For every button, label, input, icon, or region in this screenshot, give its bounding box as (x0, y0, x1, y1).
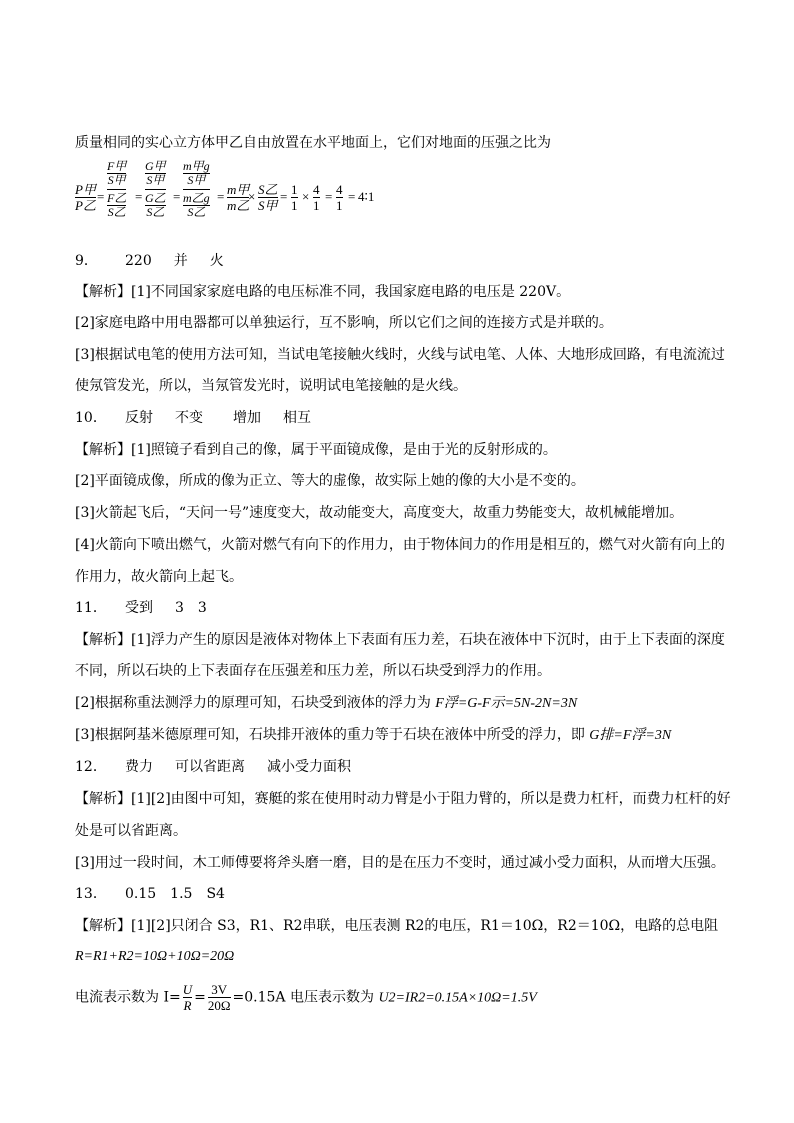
q13-fraction-values (208, 982, 231, 1013)
s-jia: S甲 (107, 173, 126, 187)
q11-analysis-4 (75, 726, 671, 745)
q11-buoyancy-formula: F浮=G-F示=5N-2N=3N (435, 696, 578, 711)
q12-analysis-2: 处是可以省距离。 (75, 823, 187, 839)
q12-number: 12． (75, 759, 107, 775)
q11-analysis-3 (75, 694, 577, 713)
q11-archimedes-formula: G排=F浮=3N (589, 728, 672, 743)
q13-f2-den: 20Ω (207, 998, 231, 1013)
q11-number: 11． (75, 600, 107, 616)
q12-answer-1: 费力 (125, 759, 153, 775)
frac-s (258, 182, 278, 213)
q13-f1-num: U (182, 982, 193, 997)
q10-analysis-3: [3]火箭起飞后，“天问一号”速度变大，故动能变大，高度变大，故重力势能变大，故机械能增加。 (75, 505, 684, 521)
q10-answer-3: 增加 (233, 410, 261, 426)
answer-q11 (75, 599, 207, 617)
q11-analysis-1: 【解析】[1]浮力产生的原因是液体对物体上下表面有压力差，石块在液体中下沉时，由于上下表面的深度 (75, 632, 725, 648)
q12-analysis-1: 【解析】[1][2]由图中可知，赛艇的浆在使用时动力臂是小于阻力臂的，所以是费力杠杆，而费力杠杆的好 (75, 791, 731, 807)
q10-analysis-1: 【解析】[1]照镜子看到自己的像，属于平面镜成像，是由于光的反射形成的。 (75, 442, 557, 458)
frac-p (75, 182, 96, 213)
q13-analysis-1: 【解析】[1][2]只闭合 S3，R1、R2串联，电压表测 R2的电压，R1＝10Ω，R2＝10Ω，电路的总电阻 (75, 918, 719, 934)
q12-analysis-3: [3]用过一段时间，木工师傅要将斧头磨一磨，目的是在压力不变时，通过减小受力面积，从而增大压强。 (75, 855, 725, 871)
p-yi: P乙 (75, 198, 96, 213)
f-yi: F乙 (107, 191, 127, 205)
q9-answer-1: 220 (125, 253, 152, 269)
answer-q9 (75, 252, 224, 270)
q9-number: 9． (75, 253, 98, 269)
g-yi: G乙 (145, 191, 166, 205)
s-jia-4: S甲 (258, 198, 278, 213)
q9-analysis-1: 【解析】[1]不同国家家庭电路的电压标准不同，我国家庭电路的电压是 220V。 (75, 284, 571, 300)
q9-analysis-3: [3]根据试电笔的使用方法可知，当试电笔接触火线时，火线与试电笔、人体、大地形成回路，有电流流过 (75, 347, 725, 363)
q12-answer-2: 可以省距离 (175, 759, 245, 775)
g-jia: G甲 (145, 159, 166, 173)
answer-q12 (75, 758, 351, 776)
q13-analysis-3: 电流表示数为 I= $\frac{U}{R}$ = $\frac{3V}{20\Omega}$ =0.15A 电压表示数为 U2=IR2=0.15A×10Ω=1.5V (75, 982, 537, 1013)
q10-analysis-2: [2]平面镜成像，所成的像为正立、等大的虚像，故实际上她的像的大小是不变的。 (75, 473, 585, 489)
q13-current-label: 电流表示数为 I= (75, 989, 181, 1006)
s-yi-4: S乙 (258, 182, 278, 197)
q13-number: 13． (75, 886, 107, 902)
q10-answer-4: 相互 (283, 410, 311, 426)
q13-f1-den: R (183, 998, 192, 1013)
ratio-result: 4∶1 (358, 189, 375, 204)
m-jia: m甲 (227, 182, 250, 197)
pressure-ratio-formula: P甲 P乙 = F甲 S甲 F乙 S乙 = G甲 S甲 G乙 S乙 = m甲g S甲 m乙g S乙 = m甲 m乙 × S乙 S甲 = 1 1 × 4 1 = 4 1 = 4∶1 (75, 159, 375, 219)
q10-answer-2: 不变 (175, 410, 203, 426)
q11-analysis-2: 不同，所以石块的上下表面存在压强差和压力差，所以石块受到浮力的作用。 (75, 663, 551, 679)
frac-f-over-s (107, 160, 126, 219)
q13-answer-2: 1.5 (170, 886, 193, 902)
s-jia-2: S甲 (146, 173, 165, 187)
q10-analysis-5: 作用力，故火箭向上起飞。 (75, 569, 243, 585)
q10-analysis-4: [4]火箭向下喷出燃气，火箭对燃气有向下的作用力，由于物体间力的作用是相互的，燃气对火箭有向上的 (75, 537, 725, 553)
p-jia: P甲 (75, 182, 96, 197)
frac-4-1 (313, 182, 320, 213)
m-yi: m乙 (227, 198, 250, 213)
q13-answer-1: 0.15 (125, 886, 157, 902)
frac-1-1 (291, 182, 298, 213)
d2: 1 (313, 198, 320, 213)
n1: 1 (291, 182, 298, 197)
answer-q13 (75, 885, 225, 903)
q13-fraction-u-r (183, 982, 192, 1013)
q13-answer-3: S4 (206, 886, 225, 902)
q9-answer-3: 火 (209, 253, 224, 269)
s-jia-3: S甲 (187, 173, 206, 187)
q13-f2-num: 3V (211, 982, 228, 997)
q11-line4-text: [3]根据阿基米德原理可知，石块排开液体的重力等于石块在液体中所受的浮力，即 (75, 727, 590, 743)
s-yi-3: S乙 (187, 205, 206, 219)
frac-m (227, 182, 249, 213)
mg-jia: m甲g (183, 159, 210, 173)
s-yi-2: S乙 (146, 205, 165, 219)
frac-mg-over-s (183, 160, 210, 219)
q12-answer-3: 减小受力面积 (267, 759, 351, 775)
q11-answer-3: 3 (197, 600, 207, 616)
q11-answer-2: 3 (175, 600, 184, 616)
frac-4-1-b (336, 182, 343, 213)
n3: 4 (336, 182, 343, 197)
q10-number: 10． (75, 410, 107, 426)
q13-total-resistance: R=R1+R2=10Ω+10Ω=20Ω (75, 949, 235, 964)
mg-yi: m乙g (183, 191, 210, 205)
d1: 1 (291, 198, 298, 213)
q13-mid-text: =0.15A 电压表示数为 (232, 989, 379, 1006)
frac-g-over-s (145, 160, 166, 219)
answer-q10 (75, 409, 311, 427)
n2: 4 (313, 182, 320, 197)
q9-analysis-4: 使氖管发光，所以，当氖管发光时，说明试电笔接触的是火线。 (75, 378, 467, 394)
q11-answer-1: 受到 (125, 600, 153, 616)
s-yi: S乙 (107, 205, 126, 219)
q13-voltage-formula: U2=IR2=0.15A×10Ω=1.5V (378, 990, 537, 1006)
intro-text: 质量相同的实心立方体甲乙自由放置在水平地面上，它们对地面的压强之比为 (75, 135, 551, 151)
q11-line3-text: [2]根据称重法测浮力的原理可知，石块受到液体的浮力为 (75, 695, 436, 711)
q9-answer-2: 并 (173, 253, 188, 269)
q9-analysis-2: [2]家庭电路中用电器都可以单独运行，互不影响，所以它们之间的连接方式是并联的。 (75, 315, 613, 331)
q10-answer-1: 反射 (125, 410, 153, 426)
d3: 1 (336, 198, 343, 213)
f-jia: F甲 (107, 159, 127, 173)
